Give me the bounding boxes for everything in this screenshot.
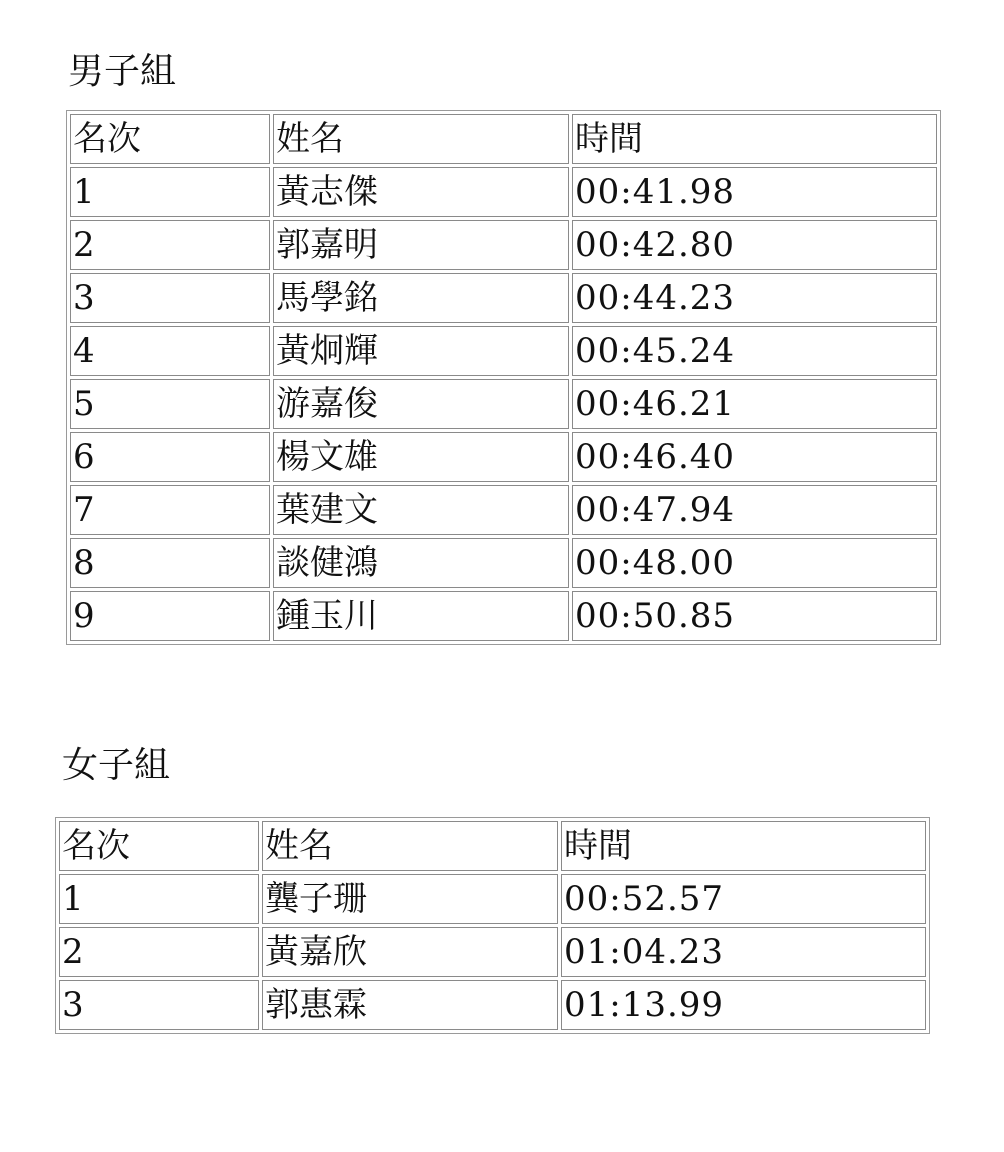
rank-cell: 1 xyxy=(59,874,259,924)
name-cell: 黃志傑 xyxy=(273,167,569,217)
table-row xyxy=(70,167,937,217)
header-rank: 名次 xyxy=(70,114,270,164)
rank-cell: 3 xyxy=(70,273,270,323)
name-cell: 黃炯輝 xyxy=(273,326,569,376)
rank-cell: 4 xyxy=(70,326,270,376)
time-cell: 00:48.00 xyxy=(572,538,937,588)
table-row xyxy=(70,591,937,641)
rank-cell: 2 xyxy=(70,220,270,270)
time-cell: 01:13.99 xyxy=(561,980,926,1030)
time-cell: 00:42.80 xyxy=(572,220,937,270)
header-time: 時間 xyxy=(572,114,937,164)
name-cell: 馬學銘 xyxy=(273,273,569,323)
rank-cell: 9 xyxy=(70,591,270,641)
table-row xyxy=(70,220,937,270)
rank-cell: 7 xyxy=(70,485,270,535)
name-cell: 黃嘉欣 xyxy=(262,927,558,977)
table-row xyxy=(70,379,937,429)
header-time: 時間 xyxy=(561,821,926,871)
time-cell: 00:45.24 xyxy=(572,326,937,376)
header-name: 姓名 xyxy=(262,821,558,871)
name-cell: 葉建文 xyxy=(273,485,569,535)
men-section-title: 男子組 xyxy=(68,51,177,92)
name-cell: 談健鴻 xyxy=(273,538,569,588)
time-cell: 01:04.23 xyxy=(561,927,926,977)
name-cell: 龔子珊 xyxy=(262,874,558,924)
rank-cell: 3 xyxy=(59,980,259,1030)
name-cell: 楊文雄 xyxy=(273,432,569,482)
header-row xyxy=(59,821,926,871)
header-rank: 名次 xyxy=(59,821,259,871)
time-cell: 00:46.21 xyxy=(572,379,937,429)
table-row xyxy=(70,432,937,482)
table-row xyxy=(70,485,937,535)
table-row xyxy=(70,538,937,588)
header-row xyxy=(70,114,937,164)
rank-cell: 2 xyxy=(59,927,259,977)
table-row xyxy=(59,874,926,924)
rank-cell: 1 xyxy=(70,167,270,217)
rank-cell: 6 xyxy=(70,432,270,482)
table-row xyxy=(59,980,926,1030)
name-cell: 郭嘉明 xyxy=(273,220,569,270)
time-cell: 00:52.57 xyxy=(561,874,926,924)
men-results-table xyxy=(66,110,941,645)
time-cell: 00:50.85 xyxy=(572,591,937,641)
header-name: 姓名 xyxy=(273,114,569,164)
name-cell: 郭惠霖 xyxy=(262,980,558,1030)
time-cell: 00:46.40 xyxy=(572,432,937,482)
time-cell: 00:41.98 xyxy=(572,167,937,217)
women-results-table xyxy=(55,817,930,1034)
rank-cell: 8 xyxy=(70,538,270,588)
women-section-title: 女子組 xyxy=(62,745,171,786)
time-cell: 00:47.94 xyxy=(572,485,937,535)
rank-cell: 5 xyxy=(70,379,270,429)
time-cell: 00:44.23 xyxy=(572,273,937,323)
table-row xyxy=(59,927,926,977)
name-cell: 游嘉俊 xyxy=(273,379,569,429)
name-cell: 鍾玉川 xyxy=(273,591,569,641)
table-row xyxy=(70,326,937,376)
table-row xyxy=(70,273,937,323)
